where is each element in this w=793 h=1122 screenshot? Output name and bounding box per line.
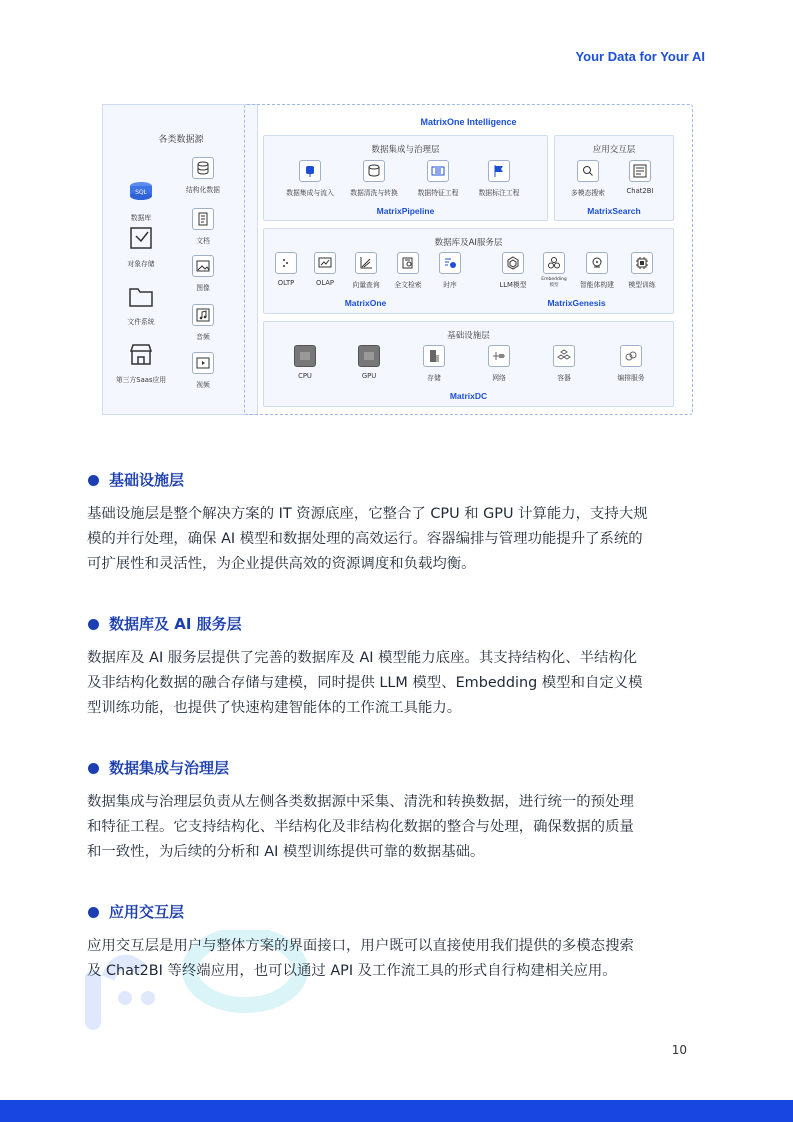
data-sources-panel (102, 104, 258, 415)
video-icon (192, 352, 214, 374)
cpu-icon (294, 345, 316, 367)
integration-layer-box (263, 135, 548, 221)
source-label: 图像 (196, 284, 210, 292)
bullet-dot (88, 763, 99, 774)
db-ai-layer-title: 数据库及AI服务层 (434, 238, 503, 248)
source-label: 第三方Saas应用 (115, 376, 167, 384)
storage-icon (423, 345, 445, 367)
infra-item (339, 345, 399, 380)
bullet-dot (88, 907, 99, 918)
chat2bi-icon (629, 160, 651, 182)
integration-label: 数据特征工程 (417, 189, 459, 197)
app-layer-title: 应用交互层 (592, 145, 636, 155)
agent-build-icon (586, 252, 608, 274)
db-ai-layer-box (263, 228, 674, 314)
db-ai-product-right: MatrixGenesis (547, 298, 606, 308)
infra-item (534, 345, 594, 382)
source-video (173, 352, 233, 389)
infra-label: 容器 (557, 374, 571, 382)
source-label: 数据库 (130, 214, 152, 222)
section-paragraph: 应用交互层是用户与整体方案的界面接口，用户既可以直接使用我们提供的多模态搜索 及 Chat2BI 等终端应用，也可以通过 API 及工作流工具的形式自行构建相关应用。 (87, 938, 634, 979)
vector-query-icon (355, 252, 377, 274)
integration-item (280, 160, 340, 197)
integration-item (469, 160, 529, 197)
db-ai-label: OLTP (277, 279, 295, 287)
object-storage-icon (126, 223, 156, 253)
search-icon (577, 160, 599, 182)
infra-item (275, 345, 335, 380)
section-heading: 数据集成与治理层 (88, 757, 229, 778)
section-heading: 应用交互层 (88, 901, 184, 922)
section-heading: 数据库及 AI 服务层 (88, 613, 242, 634)
header-tagline: Your Data for Your AI (575, 49, 705, 64)
document-icon (192, 208, 214, 230)
infra-layer-product: MatrixDC (449, 391, 488, 401)
source-saas (111, 339, 171, 384)
data-sources-title: 各类数据源 (158, 135, 204, 145)
footer-bar (0, 1100, 793, 1122)
infra-item (601, 345, 661, 382)
source-image (173, 255, 233, 292)
intelligence-title: MatrixOne Intelligence (420, 117, 517, 127)
source-label: 对象存储 (127, 260, 155, 268)
integration-label: 数据集成与流入 (286, 189, 334, 197)
infra-item (469, 345, 529, 382)
matrixone-intelligence-panel (244, 104, 693, 415)
integration-label: 数据标注工程 (478, 189, 520, 197)
page-number: 10 (671, 1043, 687, 1057)
app-item (615, 160, 665, 195)
integration-label: 数据清洗与转换 (350, 189, 398, 197)
db-ai-label: 智能体构建 (580, 281, 614, 289)
architecture-diagram (102, 104, 693, 416)
sql-database-icon (126, 177, 156, 207)
timeseries-icon (439, 252, 461, 274)
integration-item (344, 160, 404, 197)
infra-label: GPU (361, 372, 377, 380)
section-heading: 基础设施层 (88, 469, 184, 490)
source-label: 视频 (196, 381, 210, 389)
source-document (173, 208, 233, 245)
source-label: 音频 (196, 333, 210, 341)
app-item (563, 160, 613, 197)
section-paragraph: 基础设施层是整个解决方案的 IT 资源底座，它整合了 CPU 和 GPU 计算能力，支持大规 模的并行处理，确保 AI 模型和数据处理的高效运行。容器编排与管理功能提升了系统的 可扩展性和灵活性，为企业提供高效的资源调度和负载均衡。 (87, 506, 648, 572)
app-layer-box (554, 135, 674, 221)
llm-model-icon (502, 252, 524, 274)
infra-label: CPU (298, 372, 312, 380)
ingest-icon (299, 160, 321, 182)
db-ai-label: 时序 (443, 281, 457, 289)
sql-badge: SQL (135, 189, 147, 196)
gpu-icon (358, 345, 380, 367)
source-label: 文档 (196, 237, 210, 245)
container-icon (553, 345, 575, 367)
cleaning-icon (363, 160, 385, 182)
integration-layer-title: 数据集成与治理层 (371, 145, 440, 155)
db-ai-label: Embedding 模型 (541, 277, 567, 288)
infra-label: 存储 (427, 374, 441, 382)
olap-icon (314, 252, 336, 274)
db-ai-label: 向量查询 (352, 281, 380, 289)
db-ai-label: LLM模型 (499, 281, 527, 289)
infra-layer-title: 基础设施层 (447, 331, 490, 341)
integration-item (408, 160, 468, 197)
section-paragraph: 数据库及 AI 服务层提供了完善的数据库及 AI 模型能力底座。其支持结构化、半结构化 及非结构化数据的融合存储与建模，同时提供 LLM 模型、Embedding 模型和自定义模 型训练功能，也提供了快速构建智能体的工作流工具能力。 (87, 650, 643, 716)
section-paragraph: 数据集成与治理层负责从左侧各类数据源中采集、清洗和转换数据，进行统一的预处理 和特征工程。它支持结构化、半结构化及非结构化数据的整合与处理，确保数据的质量 和一致性，为后续的分析和 AI 模型训练提供可靠的数据基础。 (87, 794, 634, 860)
source-audio (173, 304, 233, 341)
source-structured (173, 157, 233, 194)
infra-label: 网络 (492, 374, 506, 382)
bullet-dot (88, 475, 99, 486)
integration-layer-product: MatrixPipeline (376, 206, 435, 216)
oltp-icon (275, 252, 297, 274)
source-label: 文件系统 (127, 318, 155, 326)
feature-engineering-icon (427, 160, 449, 182)
orchestration-icon (620, 345, 642, 367)
db-ai-product-left: MatrixOne (344, 298, 387, 308)
app-layer-product: MatrixSearch (587, 206, 641, 216)
source-label: 结构化数据 (186, 186, 220, 194)
bullet-dot (88, 619, 99, 630)
fulltext-search-icon (397, 252, 419, 274)
flag-icon (488, 160, 510, 182)
infra-item (404, 345, 464, 382)
source-database (111, 177, 171, 222)
folder-icon (126, 281, 156, 311)
infra-label: 编排服务 (617, 374, 645, 382)
source-object-storage (111, 223, 171, 268)
store-icon (126, 339, 156, 369)
db-ai-label: OLAP (315, 279, 335, 287)
db-ai-item (420, 252, 480, 289)
app-label: 多模态搜索 (571, 189, 605, 197)
network-icon (488, 345, 510, 367)
model-training-icon (631, 252, 653, 274)
db-ai-label: 全文检索 (394, 281, 422, 289)
image-icon (192, 255, 214, 277)
db-ai-item (612, 252, 672, 289)
structured-data-icon (192, 157, 214, 179)
db-ai-label: 模型训练 (628, 281, 656, 289)
infra-layer-box (263, 321, 674, 407)
embedding-model-icon (543, 252, 565, 274)
app-label: Chat2BI (626, 187, 654, 195)
